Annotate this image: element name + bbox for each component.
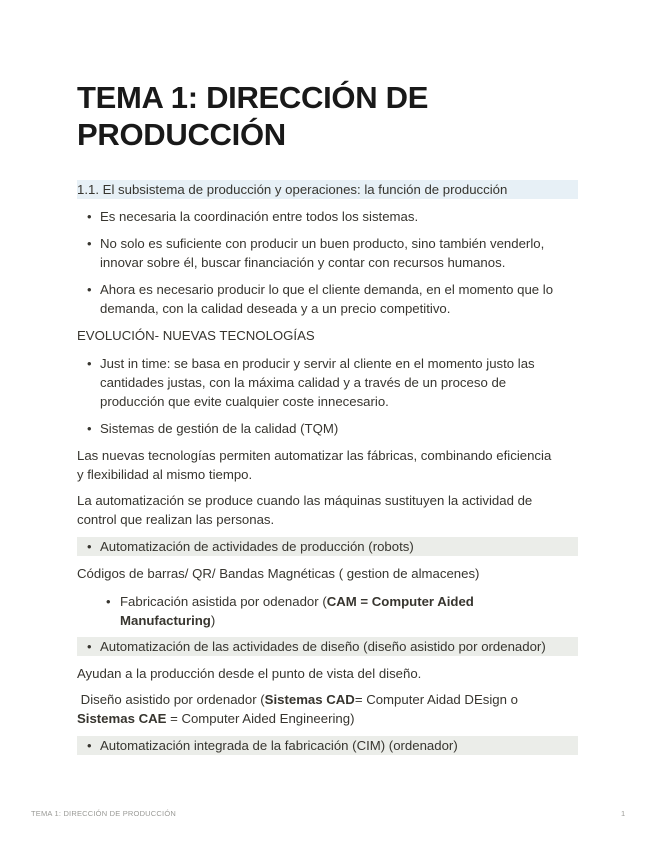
bullet-text: Automatización integrada de la fabricación (CIM) (ordenador) (100, 738, 458, 753)
paragraph: y flexibilidad al mismo tiempo. (77, 467, 253, 482)
paragraph: Las nuevas tecnologías permiten automatizar las fábricas, combinando eficiencia (77, 448, 552, 463)
bullet-text: cantidades justas, con la máxima calidad y a través de un proceso de (100, 375, 507, 390)
bullet-text: Ahora es necesario producir lo que el cliente demanda, en el momento que lo (100, 282, 554, 297)
paragraph: control que realizan las personas. (77, 512, 275, 527)
page-number: 1 (621, 809, 626, 818)
bullet-text: producción que evite cualquier coste innecesario. (100, 394, 389, 409)
bullet-text: No solo es suficiente con producir un buen producto, sino también venderlo, (100, 236, 545, 251)
bullet-dot: • (87, 209, 92, 224)
highlighted-bullet (77, 637, 578, 656)
nested-bullet-text: Manufacturing) (120, 613, 216, 628)
footer-title: TEMA 1: DIRECCIÓN DE PRODUCCIÓN (31, 809, 176, 818)
bullet-dot: • (106, 594, 111, 609)
paragraph: Sistemas CAE = Computer Aided Engineering) (77, 711, 355, 726)
highlighted-bullet (77, 736, 578, 755)
bullet-text: Sistemas de gestión de la calidad (TQM) (100, 421, 339, 436)
bullet-dot: • (87, 738, 92, 753)
highlighted-bullet (77, 537, 578, 556)
evolucion-label: EVOLUCIÓN- NUEVAS TECNOLOGÍAS (77, 328, 315, 343)
bullet-dot: • (87, 282, 92, 297)
bullet-text: Es necesaria la coordinación entre todos los sistemas. (100, 209, 419, 224)
bullet-text: Automatización de las actividades de diseño (diseño asistido por ordenador) (100, 639, 546, 654)
bullet-text: innovar sobre él, buscar financiación y contar con recursos humanos. (100, 255, 506, 270)
bullet-dot: • (87, 236, 92, 251)
nested-bullet-text: Fabricación asistida por odenador (CAM = Computer Aided (120, 594, 474, 609)
bullet-dot: • (87, 539, 92, 554)
page-title: TEMA 1: DIRECCIÓN DE PRODUCCIÓN (77, 80, 429, 152)
bullet-dot: • (87, 356, 92, 371)
bullet-dot: • (87, 421, 92, 436)
paragraph: La automatización se produce cuando las máquinas sustituyen la actividad de (77, 493, 533, 508)
bullet-text: Just in time: se basa en producir y servir al cliente en el momento justo las (100, 356, 535, 371)
paragraph: Diseño asistido por ordenador (Sistemas CAD= Computer Aidad DEsign o (77, 692, 518, 707)
bullet-text: demanda, con la calidad deseada y a un precio competitivo. (100, 301, 451, 316)
paragraph: Códigos de barras/ QR/ Bandas Magnéticas ( gestion de almacenes) (77, 566, 480, 581)
paragraph: Ayudan a la producción desde el punto de vista del diseño. (77, 666, 422, 681)
section-heading: 1.1. El subsistema de producción y operaciones: la función de producción (77, 180, 578, 199)
bullet-dot: • (87, 639, 92, 654)
bullet-text: Automatización de actividades de producción (robots) (100, 539, 414, 554)
